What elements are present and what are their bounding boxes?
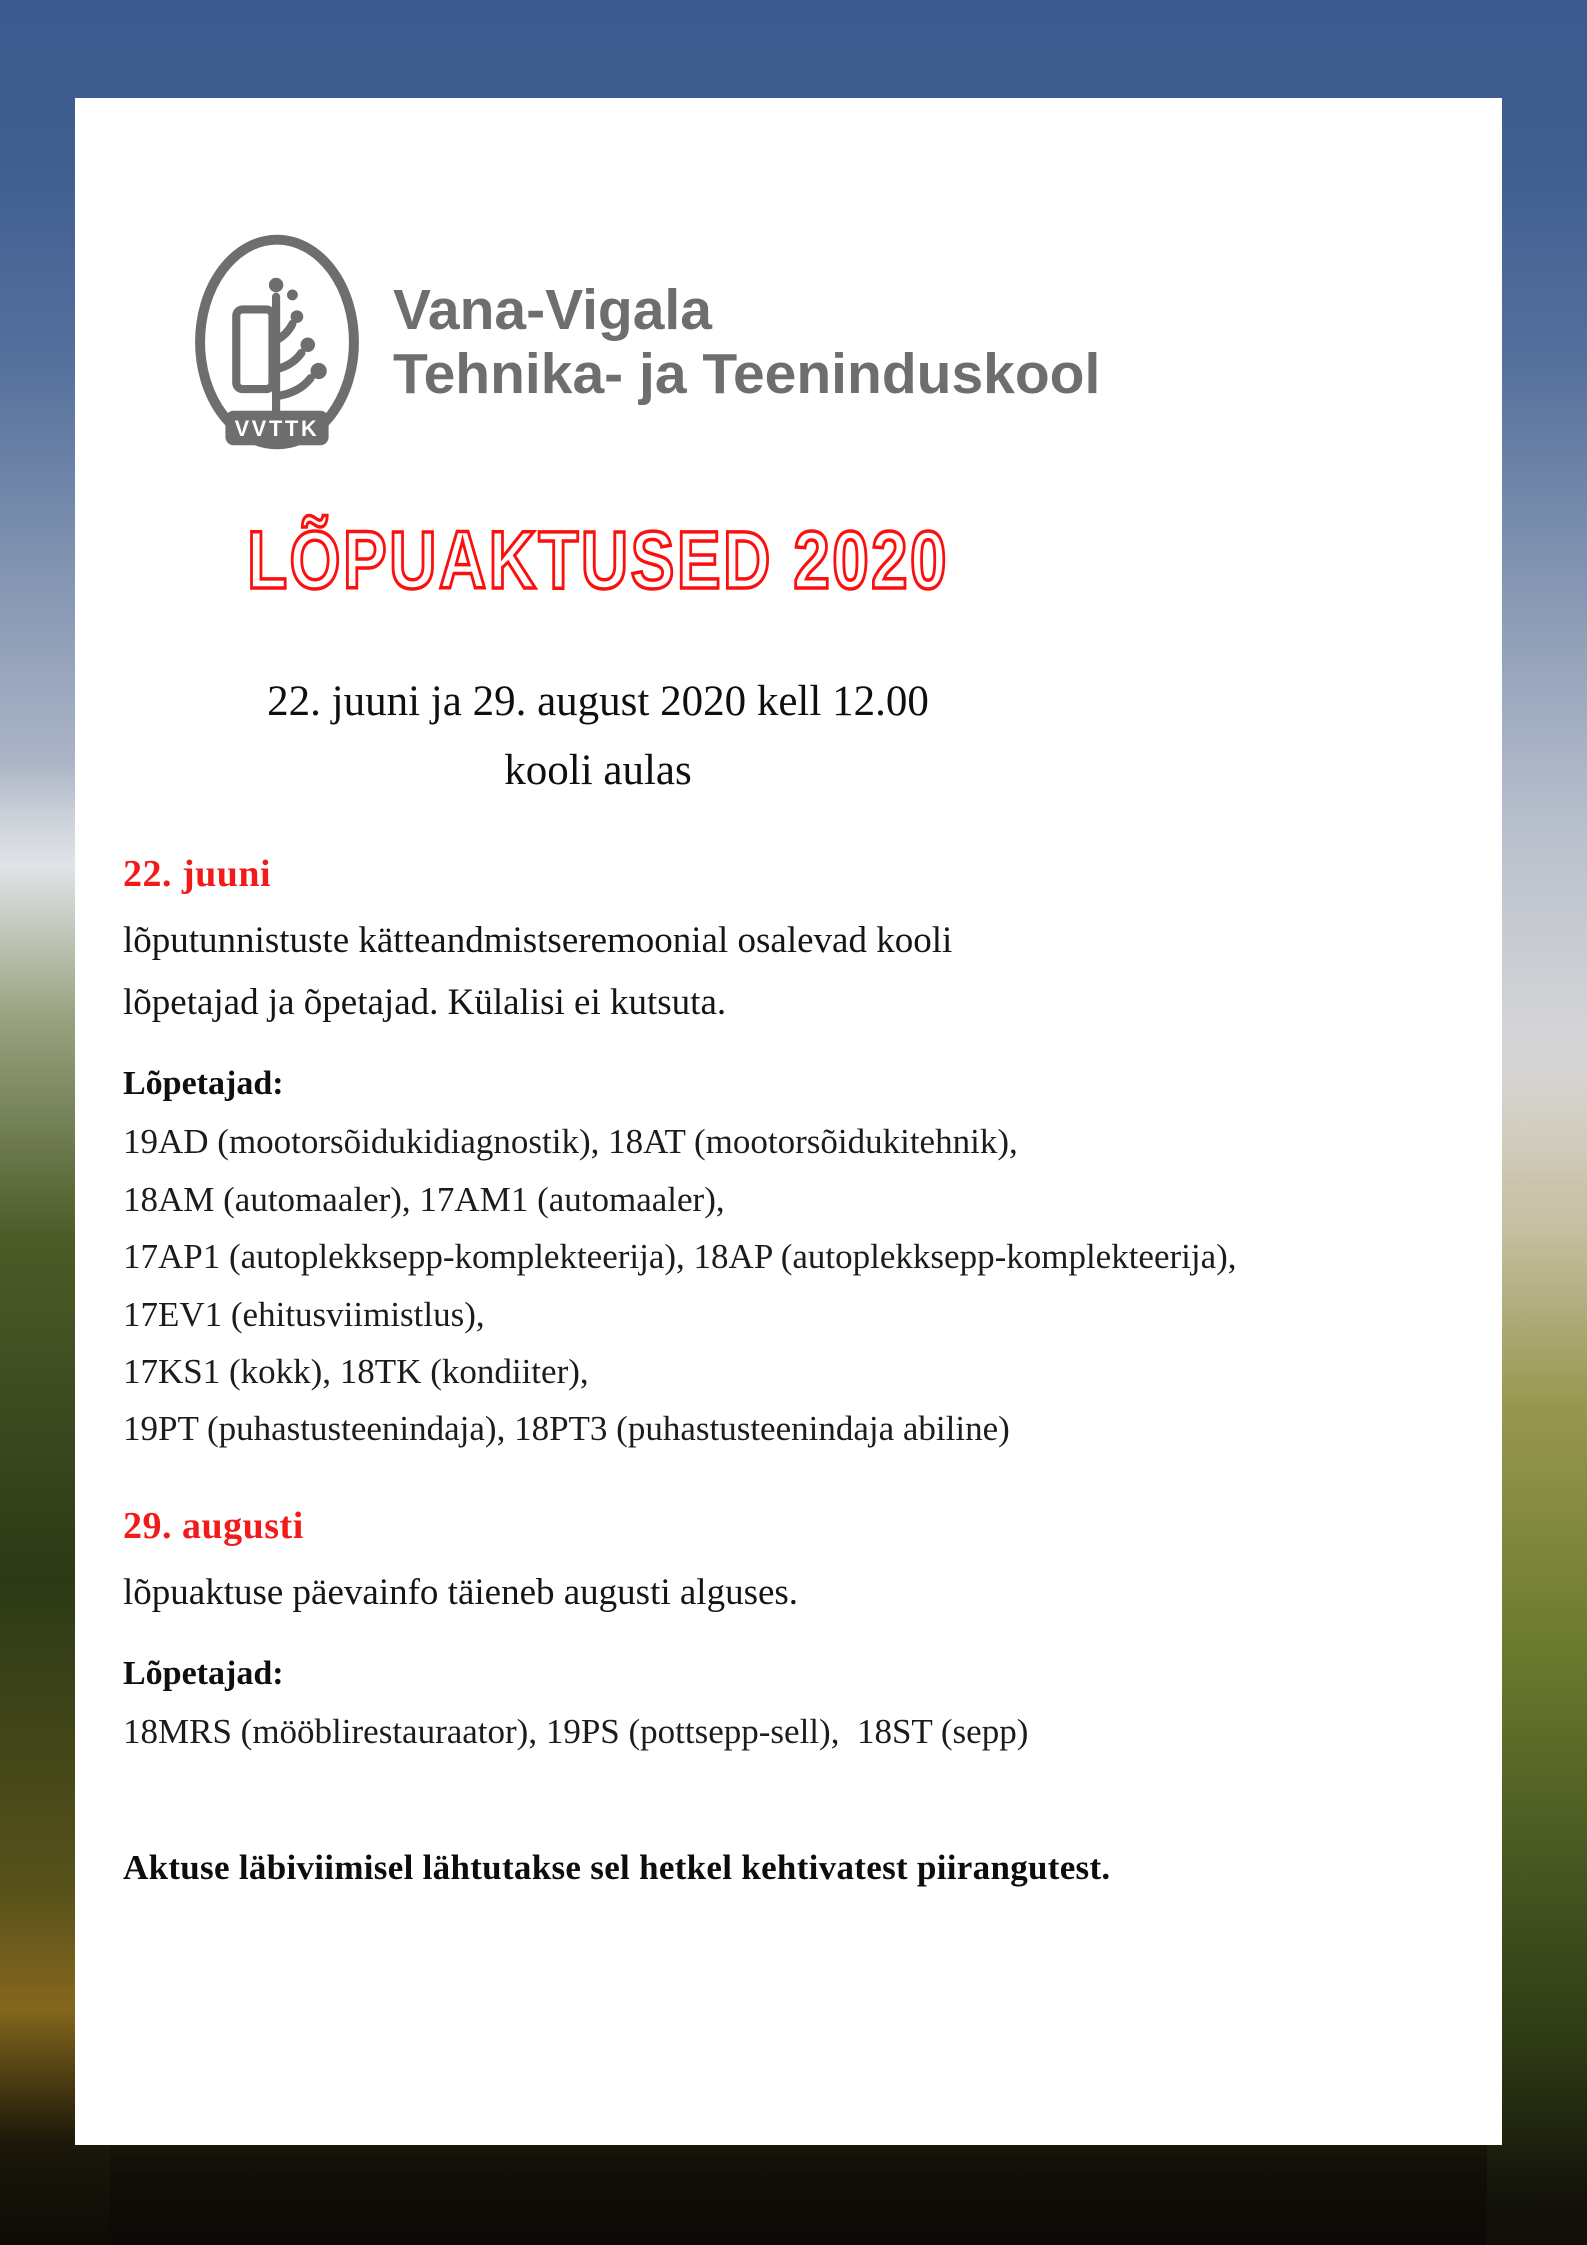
school-name-line1: Vana-Vigala: [393, 277, 712, 342]
section-august-paragraph: [123, 1562, 1502, 1625]
logo-abbr: VVTTK: [234, 416, 320, 442]
graduates-label: Lõpetajad:: [123, 1654, 284, 1692]
graduates-list-line: 19PT (puhastusteenindaja), 18PT3 (puhastusteenindaja abiline): [123, 1409, 1010, 1449]
school-logo: [191, 228, 1502, 456]
graduates-label: Lõpetajad:: [123, 1065, 284, 1103]
school-name-line2: Tehnika- ja Teeninduskool: [393, 342, 1101, 406]
section-june-heading: 22. juuni: [123, 852, 272, 895]
graduates-list-line: 19AD (mootorsõidukidiagnostik), 18AT (mootorsõidukitehnik),: [123, 1122, 1018, 1162]
event-info-line1: 22. juuni ja 29. august 2020 kell 12.00: [267, 678, 929, 725]
restrictions-note: Aktuse läbiviimisel lähtutakse sel hetkel kehtivatest piirangutest.: [123, 1848, 1111, 1887]
school-logo-icon: [191, 228, 363, 456]
paragraph-line: lõpuaktuse päevainfo täieneb augusti alguses.: [123, 1571, 799, 1613]
section-june-paragraph: [123, 910, 1502, 1036]
paragraph-line: lõpetajad ja õpetajad. Külalisi ei kutsuta.: [123, 982, 727, 1024]
heading-block: [123, 514, 1073, 806]
poster-card: [75, 98, 1502, 2145]
graduates-list-line: 17KS1 (kokk), 18TK (kondiiter),: [123, 1351, 589, 1391]
body-text: [123, 852, 1502, 1888]
section-august-heading: 29. augusti: [123, 1504, 304, 1547]
event-info: [123, 668, 1073, 806]
section-june: [123, 852, 1502, 1458]
graduates-list-line: 18MRS (mööblirestauraator), 19PS (pottsepp-sell), 18ST (sepp): [123, 1711, 1029, 1751]
event-info-line2: kooli aulas: [504, 746, 692, 794]
section-august: [123, 1504, 1502, 1760]
graduates-list: [123, 1703, 1502, 1760]
graduates-list: [123, 1113, 1502, 1457]
graduates-list-line: 17AP1 (autoplekksepp-komplekteerija), 18AP (autoplekksepp-komplekteerija),: [123, 1237, 1237, 1277]
page-title: LÕPUAKTUSED 2020: [247, 515, 949, 606]
graduates-list-line: 18AM (automaaler), 17AM1 (automaaler),: [123, 1179, 725, 1219]
graduates-list-line: 17EV1 (ehitusviimistlus),: [123, 1294, 485, 1334]
school-name: [393, 278, 1100, 407]
paragraph-line: lõputunnistuste kätteandmistseremoonial osalevad kooli: [123, 919, 953, 961]
